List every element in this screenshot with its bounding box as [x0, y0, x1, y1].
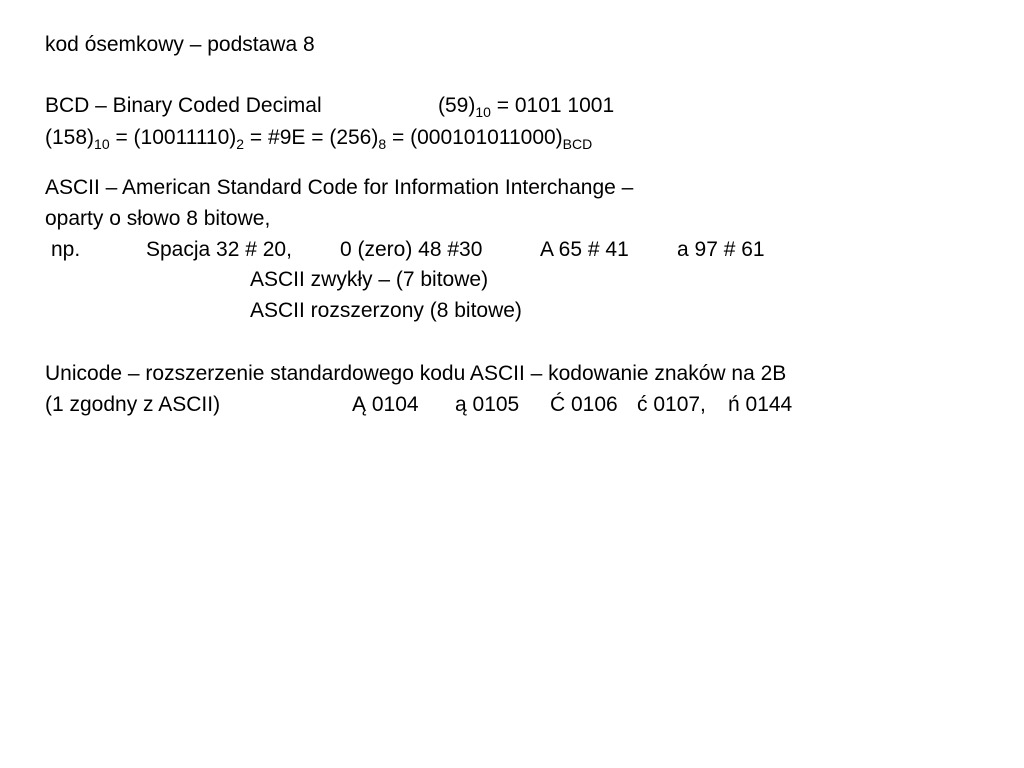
example-a: a 97 # 61	[677, 238, 765, 261]
unicode-examples	[45, 393, 793, 417]
bcd-heading-line	[45, 94, 615, 120]
ascii-extended: ASCII rozszerzony (8 bitowe)	[250, 299, 522, 322]
code-C-acute: Ć 0106	[550, 393, 618, 416]
example-A: A 65 # 41	[540, 238, 629, 261]
np-label: np.	[51, 238, 81, 261]
code-a-ogonek: ą 0105	[455, 393, 520, 416]
ascii-standard: ASCII zwykły – (7 bitowe)	[250, 268, 489, 291]
bcd-heading: BCD – Binary Coded Decimal	[45, 94, 322, 117]
code-A-ogonek: Ą 0104	[352, 393, 419, 416]
unicode-definition: Unicode – rozszerzenie standardowego kodu ASCII – kodowanie znaków na 2B	[45, 362, 787, 385]
unicode-compat-label: (1 zgodny z ASCII)	[45, 393, 221, 416]
ascii-word-size: oparty o słowo 8 bitowe,	[45, 207, 271, 230]
ascii-definition: ASCII – American Standard Code for Information Interchange –	[45, 176, 634, 199]
code-n-acute: ń 0144	[728, 393, 793, 416]
example-space: Spacja 32 # 20,	[146, 238, 292, 261]
bcd-example-2: $(158)_{10} = (10011110)_2$ = #9E = $(256)_8 = (000101011000)_{BCD}$	[45, 126, 593, 152]
bcd-example-1: $(59)_{10} = 0101$ 1001	[438, 94, 615, 120]
example-zero: 0 (zero) 48 #30	[340, 238, 483, 261]
octal-title: kod ósemkowy – podstawa 8	[45, 33, 315, 56]
code-c-acute: ć 0107,	[637, 393, 706, 416]
